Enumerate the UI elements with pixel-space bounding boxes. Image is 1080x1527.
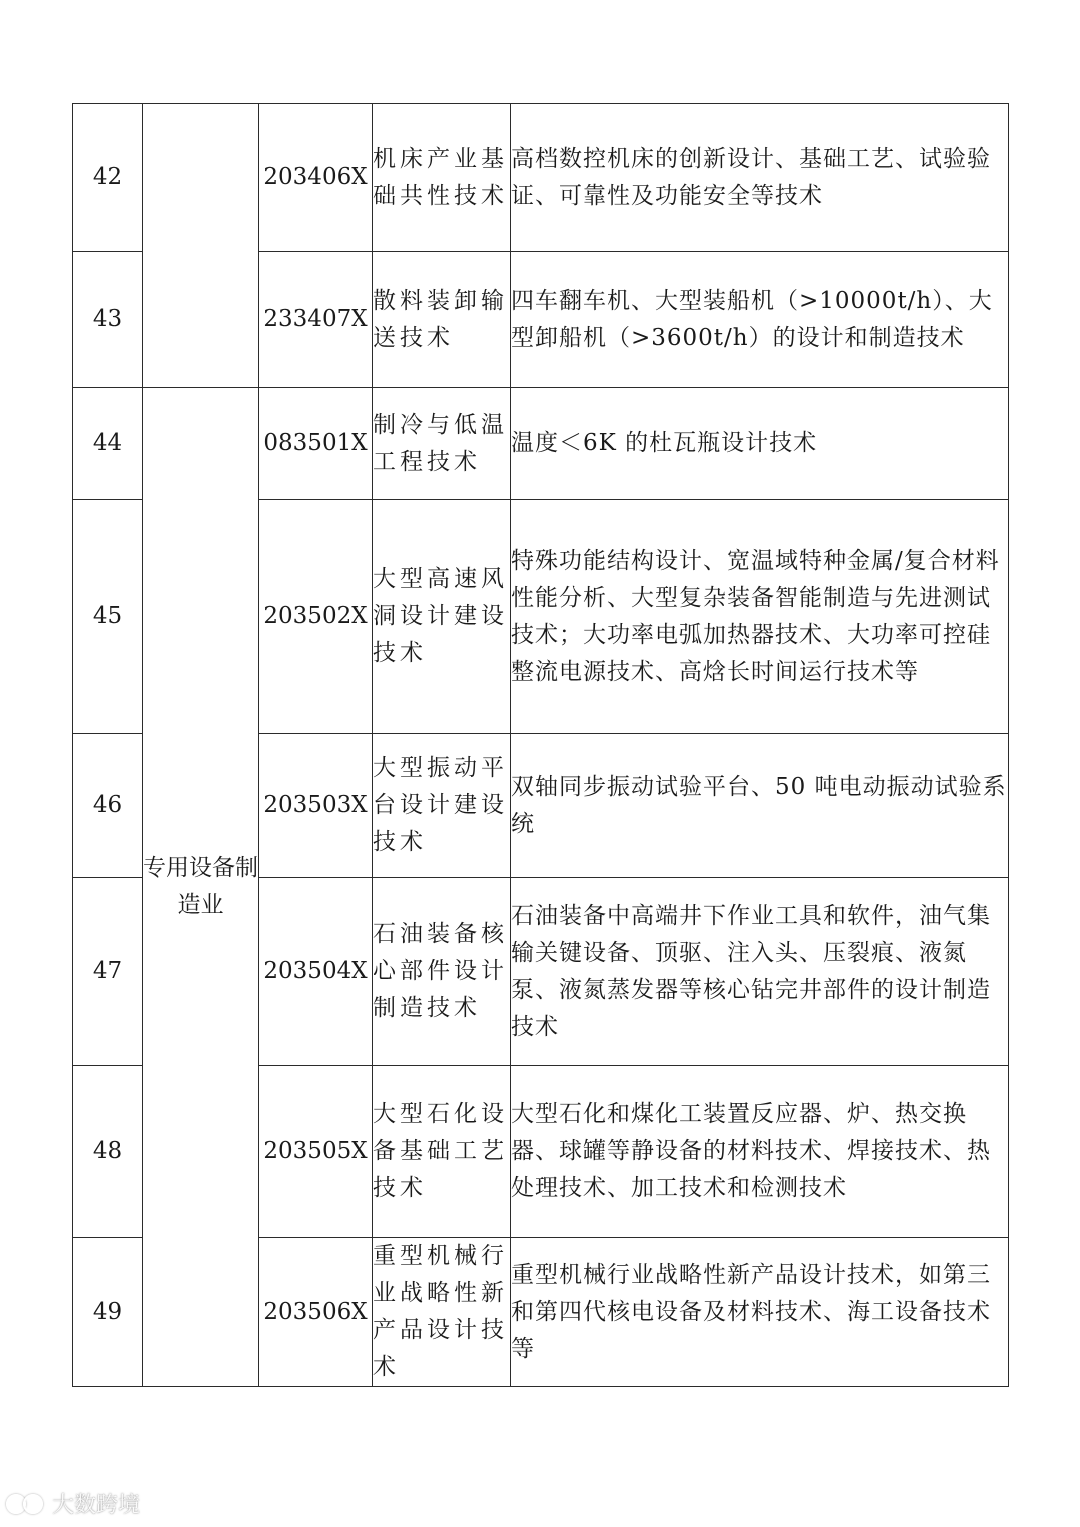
- technology-name: 制冷与低温工程技术: [373, 388, 511, 500]
- row-number: 44: [73, 388, 143, 500]
- row-number: 48: [73, 1066, 143, 1238]
- technology-description: 特殊功能结构设计、宽温域特种金属/复合材料性能分析、大型复杂装备智能制造与先进测试技术；大功率电弧加热器技术、大功率可控硅整流电源技术、高焓长时间运行技术等: [511, 500, 1009, 734]
- technology-name: 石油装备核心部件设计制造技术: [373, 878, 511, 1066]
- row-number: 43: [73, 252, 143, 388]
- watermark: [6, 1488, 140, 1519]
- technology-code: 083501X: [259, 388, 373, 500]
- row-number: 46: [73, 734, 143, 878]
- row-number: 42: [73, 104, 143, 252]
- technology-name: 重型机械行业战略性新产品设计技术: [373, 1238, 511, 1387]
- table-row: [73, 104, 1009, 252]
- technology-code: 203406X: [259, 104, 373, 252]
- industry-group: 专用设备制造业: [143, 388, 259, 1387]
- technology-table: [72, 103, 1009, 1387]
- technology-name: 大型高速风洞设计建设技术: [373, 500, 511, 734]
- technology-code: 203503X: [259, 734, 373, 878]
- table-row: [73, 388, 1009, 500]
- technology-name: 大型振动平台设计建设技术: [373, 734, 511, 878]
- technology-name: 大型石化设备基础工艺技术: [373, 1066, 511, 1238]
- technology-code: 203505X: [259, 1066, 373, 1238]
- technology-description: 双轴同步振动试验平台、50 吨电动振动试验系统: [511, 734, 1009, 878]
- technology-description: 四车翻车机、大型装船机（>10000t/h）、大型卸船机（>3600t/h）的设计和制造技术: [511, 252, 1009, 388]
- technology-code: 233407X: [259, 252, 373, 388]
- technology-description: 重型机械行业战略性新产品设计技术，如第三和第四代核电设备及材料技术、海工设备技术等: [511, 1238, 1009, 1387]
- row-number: 45: [73, 500, 143, 734]
- technology-description: 大型石化和煤化工装置反应器、炉、热交换器、球罐等静设备的材料技术、焊接技术、热处理技术、加工技术和检测技术: [511, 1066, 1009, 1238]
- technology-description: 石油装备中高端井下作业工具和软件，油气集输关键设备、顶驱、注入头、压裂痕、液氮泵、液氮蒸发器等核心钻完井部件的设计制造技术: [511, 878, 1009, 1066]
- technology-code: 203506X: [259, 1238, 373, 1387]
- technology-code: 203504X: [259, 878, 373, 1066]
- row-number: 47: [73, 878, 143, 1066]
- row-number: 49: [73, 1238, 143, 1387]
- watermark-logo-icon: [6, 1492, 48, 1516]
- technology-description: 温度＜6K 的杜瓦瓶设计技术: [511, 388, 1009, 500]
- industry-cell-empty: [143, 104, 259, 388]
- technology-code: 203502X: [259, 500, 373, 734]
- technology-name: 散料装卸输送技术: [373, 252, 511, 388]
- watermark-text: 大数跨境: [52, 1493, 141, 1518]
- technology-description: 高档数控机床的创新设计、基础工艺、试验验证、可靠性及功能安全等技术: [511, 104, 1009, 252]
- technology-name: 机床产业基础共性技术: [373, 104, 511, 252]
